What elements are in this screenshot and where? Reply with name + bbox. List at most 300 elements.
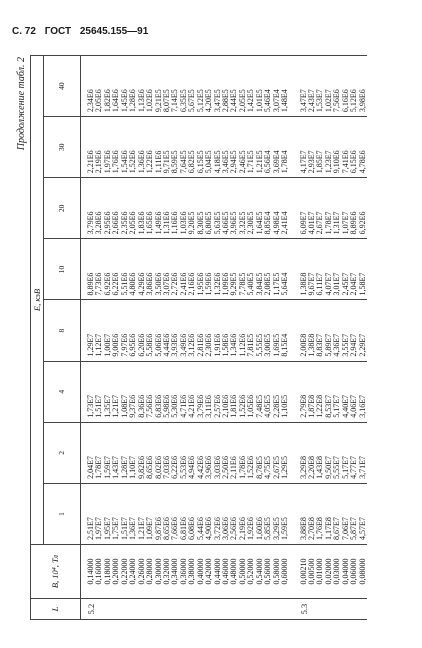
energy-column-values (81, 300, 290, 361)
table-cell: 1,36E6 (136, 150, 146, 174)
table-group-row (81, 56, 290, 620)
energy-col-header: 30 (44, 117, 81, 178)
table-cell: 1,59E5 (280, 517, 290, 540)
table-cell: 4,36E7 (332, 333, 342, 357)
B-value: 0,16000 (94, 558, 104, 585)
table-cell: 2,30E6 (204, 333, 214, 357)
table-cell: 1,48E4 (280, 89, 290, 113)
energy-column-values (290, 422, 368, 483)
table-cell: 2,70E8 (306, 517, 316, 540)
table-cell: 1,10E5 (280, 394, 290, 418)
table-cell: 2,29E7 (357, 333, 367, 357)
table-cell: 3,79E6 (86, 211, 95, 235)
table-cell: 1,31E6 (161, 211, 171, 235)
table-cell: 1,52E6 (246, 455, 256, 479)
table-cell: 6,15E5 (195, 150, 205, 174)
table-cell: 2,72E6 (170, 272, 180, 296)
energy-column-values (81, 483, 290, 544)
table-cell: 1,75E7 (111, 517, 121, 540)
table-cell: 1,85E7 (315, 150, 325, 174)
table-cell: 4,77E7 (349, 455, 359, 479)
energy-column-values (290, 178, 368, 239)
table-cell: 2,04E7 (86, 455, 95, 479)
table-cell: 3,29E5 (271, 517, 281, 540)
table-cell: 1,76E6 (111, 150, 121, 174)
table-cell: 5,46E4 (263, 89, 273, 113)
table-cell: 1,13E6 (136, 89, 146, 113)
B-value: 0,50000 (237, 558, 247, 585)
table-cell: 1,71E5 (246, 150, 256, 174)
B-value: 0,04000 (340, 558, 350, 585)
table-cell: 4,29E6 (136, 272, 146, 296)
B-value: 0,01000 (315, 558, 325, 585)
table-cell: 1,02E6 (145, 89, 155, 113)
table-cell: 5,12E6 (349, 89, 359, 113)
energy-col-header: 4 (44, 361, 81, 422)
table-cell: 1,51E7 (94, 394, 104, 418)
table-cell: 6,80E5 (204, 211, 214, 235)
table-cell: 2,79E8 (298, 394, 308, 418)
table-cell: 1,92E6 (246, 517, 256, 540)
table-cell: 4,44E6 (161, 333, 171, 357)
energy-col-header: 40 (44, 56, 81, 117)
table-cell: 6,81E6 (178, 517, 188, 540)
col-header-B: B, 10⁴, Тл (31, 545, 81, 599)
table-cell: 4,42E6 (195, 455, 205, 479)
L-value: 5.3 (290, 599, 368, 620)
table-cell: 6,20E6 (136, 333, 146, 357)
B-value: 0,03000 (332, 558, 342, 585)
table-cell: 4,40E7 (340, 394, 350, 418)
table-cell: 2,67E7 (315, 211, 325, 235)
table-cell: 1,16E6 (170, 211, 180, 235)
table-cell: 2,04E7 (349, 272, 359, 296)
table-cell: 1,07E7 (340, 211, 350, 235)
table-cell: 1,59E7 (102, 455, 112, 479)
table-cell: 6,22E6 (111, 272, 121, 296)
table-cell: 1,34E6 (229, 333, 239, 357)
table-cell: 9,87E6 (153, 517, 163, 540)
table-cell: 4,57E7 (357, 517, 367, 540)
table-cell: 3,69E4 (271, 150, 281, 174)
table-cell: 2,19E6 (237, 517, 247, 540)
table-cell: 4,78E6 (357, 150, 367, 174)
table-cell: 2,94E7 (349, 333, 359, 357)
B-value: 0,22000 (119, 558, 129, 585)
energy-column-values (81, 239, 290, 300)
B-value: 0,24000 (128, 558, 138, 585)
table-cell: 7,97E6 (119, 333, 129, 357)
table-cell: 8,53E7 (323, 394, 333, 418)
table-cell: 1,17E8 (323, 517, 333, 540)
table-cell: 5,87E7 (349, 517, 359, 540)
table-cell: 9,21E5 (153, 89, 163, 113)
table-cell: 1,54E6 (119, 150, 129, 174)
table-cell: 8,59E5 (170, 150, 180, 174)
table-cell: 6,16E6 (340, 89, 350, 113)
table-cell: 7,06E7 (340, 517, 350, 540)
table-cell: 8,85E4 (263, 211, 273, 235)
table-cell: 1,43E7 (111, 455, 121, 479)
table-cell: 3,16E7 (357, 394, 367, 418)
table-cell: 1,78E7 (323, 211, 333, 235)
table-cell: 5,04E5 (204, 150, 214, 174)
table-cell: 1,51E7 (119, 517, 129, 540)
table-cell: 1,09E7 (145, 517, 155, 540)
energy-column-values (290, 56, 368, 117)
table-cell: 1,29E7 (86, 333, 95, 357)
table-cell: 1,45E6 (119, 89, 129, 113)
table-cell: 1,82E6 (102, 89, 112, 113)
table-cell: 4,71E6 (178, 394, 188, 418)
table-cell: 2,41E6 (178, 272, 188, 296)
table-cell: 2,67E5 (271, 455, 281, 479)
table-cell: 8,89E6 (86, 272, 95, 296)
table-cell: 2,05E5 (237, 89, 247, 113)
table-cell: 6,08E6 (187, 517, 197, 540)
table-cell: 2,66E6 (111, 211, 121, 235)
table-cell: 2,50E6 (221, 455, 230, 479)
table-cell: 3,71E7 (357, 455, 367, 479)
table-cell: 4,20E5 (204, 89, 214, 113)
table-cell: 5,55E5 (254, 333, 264, 357)
table-cell: 5,40E5 (246, 272, 256, 296)
table-cell: 1,10E7 (128, 455, 138, 479)
table-cell: 2,00E8 (298, 333, 308, 357)
table-cell: 6,09E7 (298, 211, 308, 235)
table-cell: 2,28E5 (271, 394, 281, 418)
table-cell: 3,49E6 (178, 333, 188, 357)
table-cell: 1,53E7 (315, 89, 325, 113)
table-cell: 3,93E6 (170, 333, 180, 357)
table-cell: 1,81E6 (229, 394, 239, 418)
rotated-table-block (16, 55, 412, 620)
B-value: 0,20000 (111, 558, 121, 585)
table-cell: 9,20E5 (187, 211, 197, 235)
table-cell: 1,08E7 (119, 394, 129, 418)
table-cell: 5,53E6 (178, 455, 188, 479)
table-cell: 1,02E7 (323, 89, 333, 113)
table-cell: 7,56E6 (332, 89, 342, 113)
B-value: 0,38000 (187, 558, 197, 585)
B-value: 0,02000 (323, 558, 333, 585)
table-cell: 1,05E6 (246, 394, 256, 418)
table-cell: 2,93E7 (306, 150, 316, 174)
table-cell: 1,78E6 (237, 455, 247, 479)
table-cell: 2,11E6 (229, 456, 239, 479)
B-value: 0,14000 (86, 558, 95, 585)
table-cell: 9,67E7 (306, 272, 316, 296)
table-cell: 2,10E6 (221, 394, 230, 418)
B-value: 0,00500 (306, 558, 316, 585)
table-cell: 2,30E5 (246, 211, 256, 235)
table-cell: 2,08E5 (263, 272, 273, 296)
table-cell: 9,37E6 (128, 394, 138, 418)
table-cell: 2,34E6 (86, 89, 95, 113)
table-cell: 5,51E6 (119, 272, 129, 296)
table-cell: 3,01E7 (332, 272, 342, 296)
B-column (290, 545, 368, 599)
energy-column-values (81, 361, 290, 422)
table-cell: 9,82E6 (136, 455, 146, 479)
energy-col-header: 2 (44, 422, 81, 483)
table-cell: 1,22E8 (315, 394, 325, 418)
table-cell: 8,02E6 (153, 455, 163, 479)
table-cell: 3,96E5 (229, 211, 239, 235)
table-cell: 3,29E8 (298, 455, 308, 479)
table-cell: 1,52E6 (237, 394, 247, 418)
table-cell: 8,65E6 (161, 517, 171, 540)
data-table (30, 55, 367, 620)
table-cell: 1,29E5 (280, 455, 290, 479)
table-cell: 8,89E6 (349, 211, 359, 235)
B-value: 0,00210 (298, 558, 308, 585)
table-cell: 1,22E6 (145, 150, 155, 174)
energy-col-header: 1 (44, 483, 81, 544)
table-cell: 8,78E5 (254, 455, 264, 479)
table-cell: 2,94E5 (229, 150, 239, 174)
table-cell: 3,46E5 (221, 150, 230, 174)
energy-column-values (290, 483, 368, 544)
table-cell: 4,94E6 (187, 455, 197, 479)
table-cell: 1,11E6 (153, 150, 163, 174)
col-header-L: L (31, 599, 81, 620)
table-cell: 5,58E6 (145, 333, 155, 357)
table-cell: 5,12E5 (195, 89, 205, 113)
table-cell: 1,23E7 (323, 150, 333, 174)
table-cell: 2,88E5 (221, 89, 230, 113)
table-cell: 1,09E6 (221, 272, 230, 296)
table-cell: 1,43E8 (315, 455, 325, 479)
table-cell: 4,17E7 (298, 150, 308, 174)
table-cell: 1,91E6 (212, 333, 222, 357)
table-cell: 2,16E6 (187, 272, 197, 296)
B-value: 0,40000 (195, 558, 205, 585)
page-number: С. 72 (12, 26, 36, 37)
energy-column-values (290, 117, 368, 178)
table-cell: 5,64E4 (280, 272, 290, 296)
table-cell: 3,88E8 (298, 517, 308, 540)
table-cell: 4,05E5 (263, 394, 273, 418)
table-cell: 4,07E7 (323, 272, 333, 296)
table-cell: 8,67E7 (332, 517, 342, 540)
table-cell: 4,18E5 (212, 150, 222, 174)
table-cell: 8,36E6 (136, 394, 146, 418)
table-cell: 7,56E6 (145, 394, 155, 418)
table-cell: 1,69E5 (271, 333, 281, 357)
B-value: 0,52000 (246, 558, 256, 585)
B-value: 0,36000 (178, 558, 188, 585)
table-cell: 3,50E6 (153, 272, 163, 296)
B-value: 0,54000 (254, 558, 264, 585)
table-cell: 3,47E5 (212, 89, 222, 113)
table-cell: 1,58E6 (221, 333, 230, 357)
table-cell: 1,21E7 (111, 394, 121, 418)
page-header (12, 26, 154, 37)
table-cell: 1,78E4 (280, 150, 290, 174)
table-cell: 4,90E6 (204, 517, 214, 540)
table-cell: 4,66E5 (221, 211, 230, 235)
table-cell: 2,05E6 (94, 89, 104, 113)
table-cell: 7,64E5 (178, 150, 188, 174)
table-cell: 3,72E6 (212, 517, 222, 540)
table-cell: 1,65E6 (145, 211, 155, 235)
B-column (81, 545, 290, 599)
table-cell: 6,92E6 (357, 211, 367, 235)
B-value: 0,48000 (229, 558, 239, 585)
table-cell: 4,98E4 (271, 211, 281, 235)
table-cell: 2,45E7 (340, 272, 350, 296)
B-value: 0,34000 (170, 558, 180, 585)
table-cell: 5,17E7 (340, 455, 350, 479)
table-cell: 3,00E5 (263, 333, 273, 357)
standard-label: ГОСТ (44, 26, 72, 37)
table-cell: 1,95E7 (102, 517, 112, 540)
energy-col-header: 20 (44, 178, 81, 239)
energy-column-values (290, 361, 368, 422)
B-value: 0,28000 (145, 558, 155, 585)
table-cell: 1,00E7 (102, 333, 112, 357)
table-cell: 5,63E5 (212, 211, 222, 235)
table-cell: 3,07E6 (161, 272, 171, 296)
table-cell: 8,83E7 (315, 333, 325, 357)
table-cell: 5,85E5 (263, 517, 273, 540)
table-cell: 3,11E6 (204, 395, 214, 418)
table-cell: 4,06E7 (349, 394, 359, 418)
table-cell: 7,03E6 (161, 455, 171, 479)
table-cell: 1,87E8 (306, 394, 316, 418)
table-cell: 1,12E6 (237, 333, 247, 357)
table-cell: 6,56E4 (263, 150, 273, 174)
table-cell: 9,50E7 (323, 455, 333, 479)
table-cell: 3,86E6 (145, 272, 155, 296)
B-value: 0,06000 (349, 558, 359, 585)
table-cell: 3,98E6 (357, 89, 367, 113)
table-cell: 5,30E6 (170, 394, 180, 418)
table-cell: 2,05E6 (128, 211, 138, 235)
table-cell: 2,20E8 (306, 455, 316, 479)
table-cell: 1,64E5 (254, 211, 264, 235)
table-cell: 6,15E6 (349, 150, 359, 174)
table-cell: 1,73E7 (86, 394, 95, 418)
table-cell: 3,79E6 (195, 394, 205, 418)
table-cell: 1,31E7 (332, 211, 342, 235)
table-cell: 9,00E6 (111, 333, 121, 357)
table-cell: 7,73E6 (94, 272, 104, 296)
table-cell: 6,82E5 (187, 150, 197, 174)
table-cell: 8,07E5 (161, 89, 171, 113)
B-value: 0,26000 (136, 558, 146, 585)
table-cell: 4,21E6 (187, 394, 197, 418)
table-cell: 1,38E8 (306, 333, 316, 357)
energy-header: E, кэВ (31, 56, 44, 545)
table-cell: 7,78E5 (237, 272, 247, 296)
table-cell: 5,44E6 (195, 517, 205, 540)
table-cell: 1,76E8 (315, 517, 325, 540)
table-cell: 1,60E6 (254, 517, 264, 540)
B-value: 0,60000 (280, 558, 290, 585)
table-cell: 7,48E5 (254, 394, 264, 418)
table-cell: 2,56E6 (229, 517, 239, 540)
table-cell: 3,32E5 (237, 211, 247, 235)
table-group-row (290, 56, 368, 620)
table-cell: 6,83E6 (153, 394, 163, 418)
table-cell: 1,83E6 (136, 211, 146, 235)
table-cell: 2,44E5 (229, 89, 239, 113)
B-value: 0,42000 (204, 558, 214, 585)
energy-column-values (81, 117, 290, 178)
table-cell: 1,12E7 (94, 333, 104, 357)
table-cell: 1,28E6 (128, 89, 138, 113)
table-cell: 9,71E5 (161, 150, 171, 174)
B-value: 0,46000 (221, 558, 230, 585)
table-cell: 1,78E7 (94, 455, 104, 479)
table-cell: 1,32E6 (212, 272, 222, 296)
B-value: 0,30000 (153, 558, 163, 585)
table-cell: 5,06E6 (153, 333, 163, 357)
table-cell: 6,35E5 (178, 89, 188, 113)
table-cell: 2,51E7 (86, 517, 95, 540)
table-cell: 8,65E6 (145, 455, 155, 479)
table-cell: 1,17E5 (271, 272, 281, 296)
table-cell: 2,19E6 (94, 150, 104, 174)
table-cell: 7,41E6 (340, 150, 350, 174)
table-cell: 3,96E6 (204, 455, 214, 479)
table-cell: 1,01E5 (254, 89, 264, 113)
table-cell: 1,21E7 (136, 517, 146, 540)
table-cell: 4,75E5 (263, 455, 273, 479)
table-caption: Продолжение табл. 2 (16, 57, 27, 151)
table-cell: 3,28E6 (94, 211, 104, 235)
energy-column-values (290, 239, 368, 300)
energy-column-values (81, 422, 290, 483)
table-cell: 2,81E6 (195, 333, 205, 357)
B-value: 0,08000 (357, 558, 367, 585)
table-cell: 1,59E6 (204, 272, 214, 296)
table-cell: 1,28E7 (119, 455, 129, 479)
table-cell: 5,89E7 (323, 333, 333, 357)
L-value: 5.2 (81, 599, 290, 620)
table-cell: 5,17E7 (332, 394, 342, 418)
table-cell: 1,36E7 (128, 517, 138, 540)
table-cell: 2,35E6 (119, 211, 129, 235)
table-cell: 2,21E6 (86, 150, 95, 174)
table-cell: 3,03E6 (212, 455, 222, 479)
table-cell: 9,29E5 (229, 272, 239, 296)
table-cell: 9,10E6 (332, 150, 342, 174)
table-cell: 2,57E6 (212, 394, 222, 418)
table-cell: 1,49E6 (153, 211, 163, 235)
table-cell: 2,46E5 (237, 150, 247, 174)
B-value: 0,18000 (102, 558, 112, 585)
table-cell: 3,12E6 (187, 333, 197, 357)
table-cell: 1,38E8 (298, 272, 308, 296)
table-cell: 5,55E7 (332, 455, 342, 479)
table-cell: 6,95E6 (128, 333, 138, 357)
energy-column-values (81, 178, 290, 239)
energy-column-values (81, 56, 290, 117)
B-value: 0,44000 (212, 558, 222, 585)
energy-column-values (290, 300, 368, 361)
table-cell: 1,95E6 (195, 272, 205, 296)
table-cell: 1,52E6 (128, 150, 138, 174)
table-cell: 5,67E5 (187, 89, 197, 113)
table-cell: 1,58E7 (357, 272, 367, 296)
table-cell: 3,84E5 (254, 272, 264, 296)
table-cell: 8,15E4 (280, 333, 290, 357)
table-cell: 2,43E7 (306, 89, 316, 113)
table-cell: 1,21E5 (254, 150, 264, 174)
